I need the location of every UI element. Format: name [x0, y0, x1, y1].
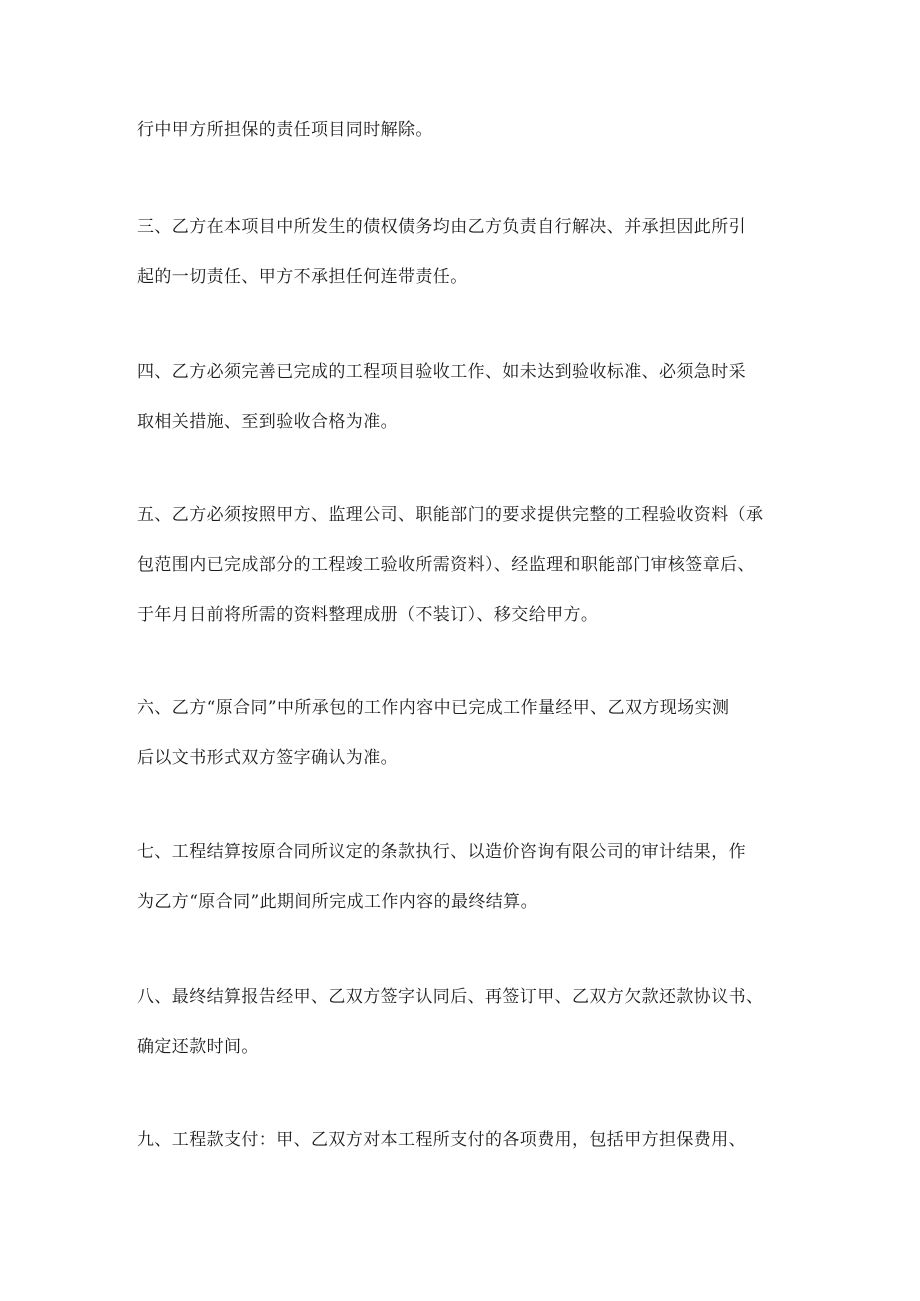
paragraph-clause-7 — [137, 827, 787, 927]
paragraph-continuation — [137, 105, 787, 155]
paragraph-clause-4 — [137, 347, 787, 447]
paragraph-clause-9 — [137, 1115, 787, 1165]
paragraph-clause-3 — [137, 202, 787, 302]
paragraph-line: 行中甲方所担保的责任项目同时解除。 — [137, 120, 433, 140]
paragraph-line: 取相关措施、至到验收合格为准。 — [137, 412, 398, 432]
paragraph-line: 确定还款时间。 — [137, 1037, 259, 1057]
paragraph-line: 九、工程款支付：甲、乙双方对本工程所支付的各项费用，包括甲方担保费用、 — [137, 1130, 746, 1150]
paragraph-line: 五、乙方必须按照甲方、监理公司、职能部门的要求提供完整的工程验收资料（承 — [137, 505, 764, 525]
paragraph-line: 八、最终结算报告经甲、乙双方签字认同后、再签订甲、乙双方欠款还款协议书、 — [137, 987, 764, 1007]
paragraph-line: 起的一切责任、甲方不承担任何连带责任。 — [137, 267, 468, 287]
paragraph-line: 包范围内已完成部分的工程竣工验收所需资料）、经监理和职能部门审核签章后、 — [137, 555, 755, 575]
paragraph-line: 后以文书形式双方签字确认为准。 — [137, 748, 398, 768]
paragraph-line: 三、乙方在本项目中所发生的债权债务均由乙方负责自行解决、并承担因此所引 — [137, 217, 746, 237]
paragraph-line: 六、乙方“原合同”中所承包的工作内容中已完成工作量经甲、乙双方现场实测 — [137, 698, 730, 718]
paragraph-clause-5 — [137, 490, 787, 640]
paragraph-line: 于年月日前将所需的资料整理成册（不装订）、移交给甲方。 — [137, 605, 599, 625]
paragraph-line: 四、乙方必须完善已完成的工程项目验收工作、如未达到验收标准、必须急时采 — [137, 362, 746, 382]
paragraph-line: 为乙方“原合同”此期间所完成工作内容的最终结算。 — [137, 892, 538, 912]
paragraph-clause-6 — [137, 683, 787, 783]
paragraph-line: 七、工程结算按原合同所议定的条款执行、以造价咨询有限公司的审计结果，作 — [137, 842, 746, 862]
paragraph-clause-8 — [137, 972, 787, 1072]
